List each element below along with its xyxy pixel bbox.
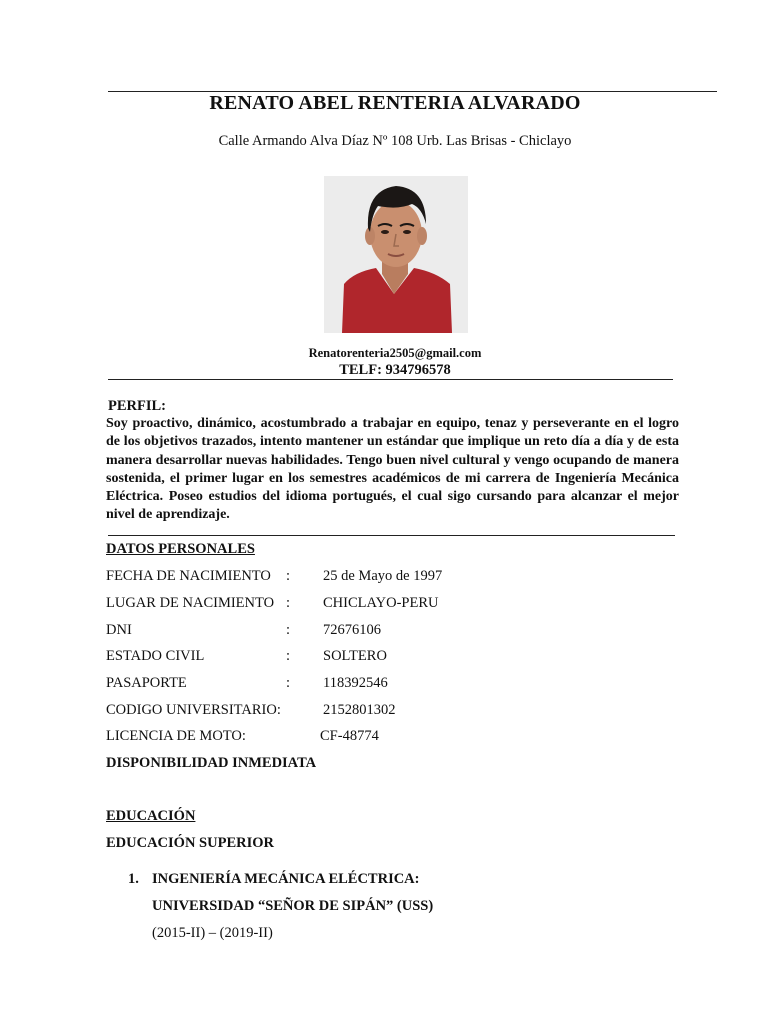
field-value: CF-48774	[320, 728, 379, 744]
education-institution: UNIVERSIDAD “SEÑOR DE SIPÁN” (USS)	[152, 898, 434, 914]
field-label: LUGAR DE NACIMIENTO	[106, 595, 275, 611]
field-value: 118392546	[323, 675, 388, 691]
datos-heading: DATOS PERSONALES	[106, 541, 255, 557]
perfil-heading: PERFIL:	[108, 398, 166, 414]
availability: DISPONIBILIDAD INMEDIATA	[106, 755, 317, 771]
educacion-heading: EDUCACIÓN	[106, 808, 196, 824]
educacion-subheading: EDUCACIÓN SUPERIOR	[106, 835, 274, 851]
field-value: 2152801302	[323, 702, 396, 718]
field-separator: :	[286, 568, 291, 584]
portrait-image	[324, 176, 468, 333]
field-label: CODIGO UNIVERSITARIO:	[106, 702, 281, 718]
field-label: ESTADO CIVIL	[106, 648, 205, 664]
perfil-text: Soy proactivo, dinámico, acostumbrado a trabajar en equipo, tenaz y perseverante en el logro de los objetivos trazados, intento mantener un estándar que implique un reto día a día y de esta manera desarrollar nuevas habilidades. Tengo buen nivel cultural y vengo ocupando de manera sostenida, el primer lugar en los semestres académicos de mi carrera de Ingeniería Mecánica Eléctrica. Poseo estudios del idioma portugués, el cual sigo cursando para alcanzar el mejor nivel de aprendizaje.	[106, 416, 679, 523]
field-separator: :	[286, 675, 291, 691]
profile-photo	[324, 176, 468, 333]
field-label: DNI	[106, 622, 132, 638]
field-separator: :	[286, 622, 291, 638]
email: Renatorenteria2505@gmail.com	[308, 346, 482, 360]
education-period: (2015-II) – (2019-II)	[152, 925, 273, 941]
education-career: INGENIERÍA MECÁNICA ELÉCTRICA:	[152, 871, 420, 887]
contact-rule	[108, 379, 673, 380]
field-label: PASAPORTE	[106, 675, 187, 691]
address: Calle Armando Alva Díaz Nº 108 Urb. Las Brisas - Chiclayo	[218, 133, 572, 149]
field-label: LICENCIA DE MOTO:	[106, 728, 246, 744]
candidate-name: RENATO ABEL RENTERIA ALVARADO	[209, 92, 581, 114]
education-number: 1.	[128, 871, 139, 887]
field-value: SOLTERO	[323, 648, 387, 664]
perfil-rule	[108, 535, 675, 536]
field-value: 25 de Mayo de 1997	[323, 568, 443, 584]
field-value: 72676106	[323, 622, 381, 638]
telephone: TELF: 934796578	[339, 362, 451, 378]
field-value: CHICLAYO-PERU	[323, 595, 439, 611]
field-separator: :	[286, 648, 291, 664]
field-separator: :	[286, 595, 291, 611]
field-label: FECHA DE NACIMIENTO	[106, 568, 271, 584]
